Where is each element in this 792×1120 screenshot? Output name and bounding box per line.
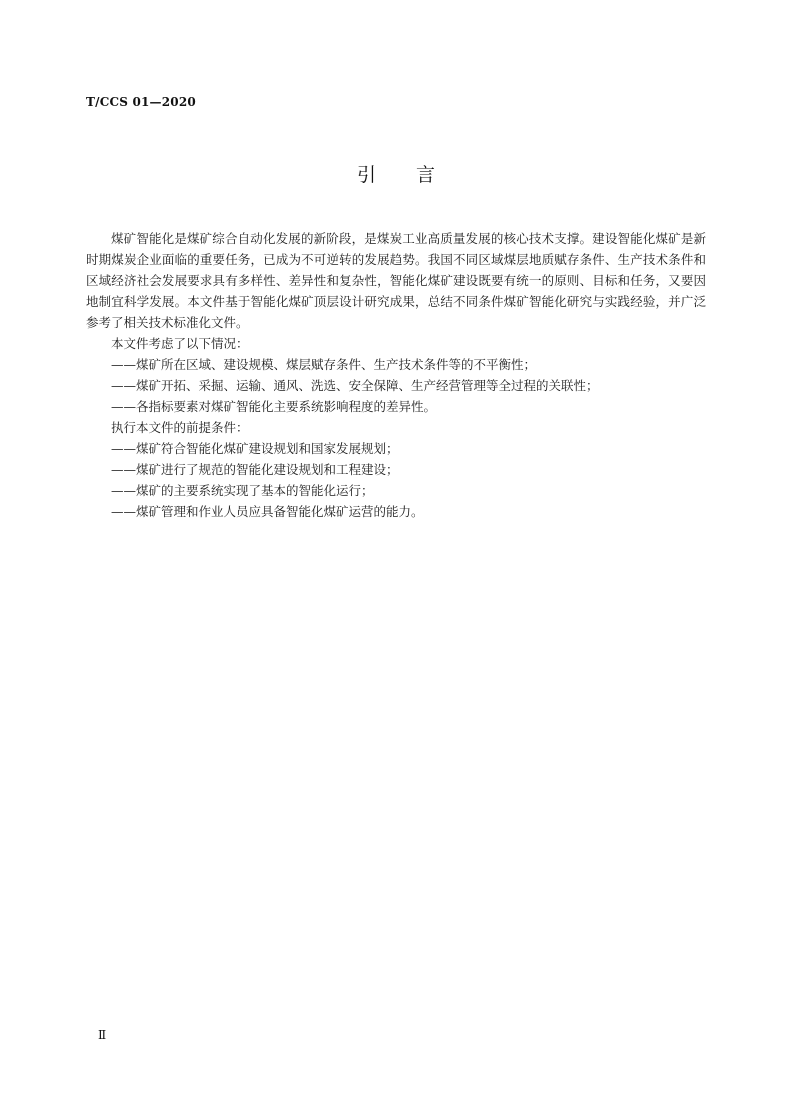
precondition-item: ——煤矿管理和作业人员应具备智能化煤矿运营的能力。 [111, 504, 424, 519]
considerations-lead: 本文件考虑了以下情况： [111, 336, 249, 351]
consideration-item: ——煤矿开拓、采掘、运输、通风、洗选、安全保障、生产经营管理等全过程的关联性； [111, 378, 599, 393]
precondition-item: ——煤矿的主要系统实现了基本的智能化运行； [111, 483, 374, 498]
page-number: Ⅱ [98, 1028, 107, 1042]
consideration-item: ——煤矿所在区域、建设规模、煤层赋存条件、生产技术条件等的不平衡性； [111, 357, 537, 372]
intro-paragraph: 煤矿智能化是煤矿综合自动化发展的新阶段，是煤炭工业高质量发展的核心技术支撑。建设智能化煤矿是新时期煤炭企业面临的重要任务，已成为不可逆转的发展趋势。我国不同区域煤层地质赋存条件、生产技术条件和区域经济社会发展要求具有多样性、差异性和复杂性，智能化煤矿建设既要有统一的原则、目标和任务，又要因地制宜科学发展。本文件基于智能化煤矿顶层设计研究成果，总结不同条件煤矿智能化研究与实践经验，并广泛参考了相关技术标准化文件。 [86, 231, 706, 330]
precondition-item: ——煤矿进行了规范的智能化建设规划和工程建设； [111, 462, 399, 477]
body-text [86, 228, 706, 522]
precondition-item: ——煤矿符合智能化煤矿建设规划和国家发展规划； [111, 441, 399, 456]
page-title: 引言 [356, 164, 475, 186]
document-code: T/CCS 01—2020 [86, 95, 196, 109]
preconditions-lead: 执行本文件的前提条件： [111, 420, 249, 435]
consideration-item: ——各指标要素对煤矿智能化主要系统影响程度的差异性。 [111, 399, 437, 414]
